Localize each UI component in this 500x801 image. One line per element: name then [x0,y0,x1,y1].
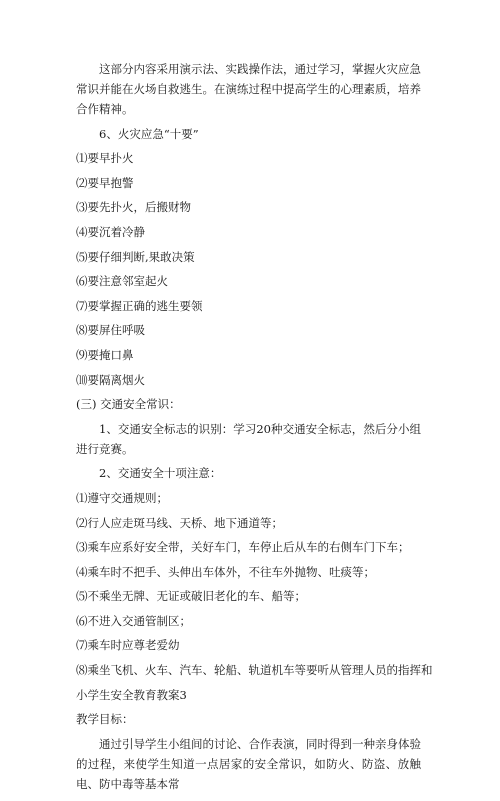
document-body [76,62,433,801]
list-item: ⑼要掩口鼻 [76,347,134,362]
list-item: ⑹要注意邻室起火 [76,274,168,289]
paragraph-fire-method: 这部分内容采用演示法、实践操作法，通过学习，掌握火灾应急常识并能在火场自救逃生。在演练过程中提高学生的心理素质，培养合作精神。 [76,62,421,116]
list-item: ⑴遵守交通规则； [76,490,168,505]
list-item: ⑴要早扑火 [76,151,134,166]
list-item: ⑶乘车应系好安全带，关好车门，车停止后从车的右侧车门下车； [76,540,410,555]
heading-fire-ten-musts: 6、火灾应急“十要” [99,126,199,141]
list-item: ⑺乘车时应尊老爱幼 [76,638,180,653]
list-item: ⑷乘车时不把手、头伸出车体外，不往车外抛物、吐痰等； [76,564,375,579]
heading-traffic-ten-notes: 2、交通安全十项注意： [99,466,222,481]
list-item: ⑻乘坐飞机、火车、汽车、轮船、轨道机车等要听从管理人员的指挥和 [76,663,433,678]
list-item: ⑸不乘坐无牌、无证或破旧老化的车、船等； [76,589,306,604]
list-item: ⑷要沉着冷静 [76,224,145,239]
list-item: ⑶要先扑火，后搬财物 [76,200,191,215]
list-item: ⑹不进入交通管制区； [76,613,191,628]
list-item: ⑺要掌握正确的逃生要领 [76,298,203,313]
paragraph-teaching-goals: 通过引导学生小组间的讨论、合作表演，同时得到一种亲身体验的过程，来使学生知道一点居家的安全常识，如防火、防盗、放触电、防中毒等基本常 [76,736,421,791]
section-heading-traffic: (三) 交通安全常识： [76,397,181,412]
list-item: ⑵要早抱警 [76,175,134,190]
lesson-plan-title: 小学生安全教育教案3 [76,687,187,702]
list-item: ⑸要仔细判断,果敢决策 [76,249,195,264]
list-item: ⑵行人应走斑马线、天桥、地下通道等； [76,515,283,530]
paragraph-traffic-signs: 1、交通安全标志的识别：学习20种交通安全标志，然后分小组进行竞赛。 [76,421,421,456]
list-item: ⑽要隔离烟火 [76,372,145,387]
teaching-goals-heading: 教学目标： [76,712,134,727]
list-item: ⑻要屏住呼吸 [76,323,145,338]
